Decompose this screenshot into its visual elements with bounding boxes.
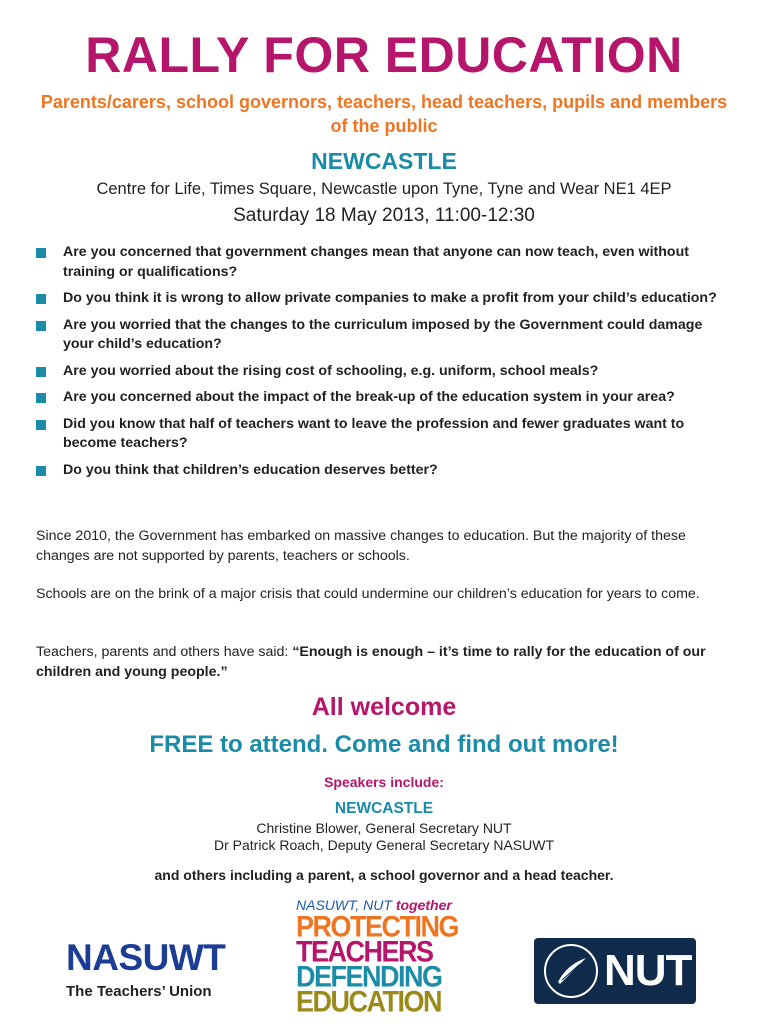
nasuwt-logo-tagline: The Teachers’ Union xyxy=(66,983,212,1000)
event-city: NEWCASTLE xyxy=(311,148,457,174)
list-item xyxy=(36,461,736,481)
speaker-item: Christine Blower, General Secretary NUT xyxy=(256,820,512,836)
audience-subtitle: Parents/carers, school governors, teachers, head teachers, pupils and members of the public xyxy=(40,92,728,136)
body-paragraph-changes: Since 2010, the Government has embarked on massive changes to education. But the majority of these changes are not supported by parents, teachers or schools. xyxy=(36,528,686,564)
speakers-city: NEWCASTLE xyxy=(334,800,434,817)
question-text: Do you think it is wrong to allow private companies to make a profit from your child’s education? xyxy=(63,290,717,306)
nasuwt-logo xyxy=(66,938,246,1008)
nasuwt-logo-brand: NASUWT xyxy=(66,937,226,978)
campaign-word-protecting: PROTECTING xyxy=(296,910,459,944)
question-text: Are you worried about the rising cost of schooling, e.g. uniform, school meals? xyxy=(63,362,599,379)
quote-intro: Teachers, parents and others have said: xyxy=(36,644,293,660)
question-text: Did you know that half of teachers want to leave the profession and fewer graduates want to become teachers? xyxy=(63,415,685,451)
nut-emblem-icon xyxy=(544,944,598,998)
campaign-logo-unions: NASUWT, NUT xyxy=(296,897,396,913)
square-bullet-icon xyxy=(36,367,46,377)
page-title: RALLY FOR EDUCATION xyxy=(85,27,683,83)
nut-logo-brand: NUT xyxy=(604,946,692,995)
list-item xyxy=(36,388,736,408)
campaign-word-teachers: TEACHERS xyxy=(296,935,433,969)
campaign-word-defending: DEFENDING xyxy=(296,960,442,994)
question-text: Are you concerned that government changes mean that anyone can now teach, even without training or qualifications? xyxy=(63,244,689,280)
square-bullet-icon xyxy=(36,321,46,331)
square-bullet-icon xyxy=(36,248,46,258)
campaign-logo-together: together xyxy=(395,897,452,913)
free-attend-heading: FREE to attend. Come and find out more! xyxy=(149,731,619,758)
list-item xyxy=(36,289,736,309)
nut-quill-icon xyxy=(546,946,596,996)
square-bullet-icon xyxy=(36,393,46,403)
welcome-heading: All welcome xyxy=(311,693,457,721)
nut-logo xyxy=(534,938,696,1004)
question-list xyxy=(36,243,736,487)
list-item xyxy=(36,415,736,454)
event-date: Saturday 18 May 2013, 11:00-12:30 xyxy=(233,205,535,226)
list-item xyxy=(36,362,736,382)
campaign-logo xyxy=(296,896,472,1024)
speakers-heading: Speakers include: xyxy=(324,774,444,790)
square-bullet-icon xyxy=(36,466,46,476)
list-item xyxy=(36,316,736,355)
square-bullet-icon xyxy=(36,420,46,430)
campaign-word-education: EDUCATION xyxy=(296,985,441,1019)
speaker-item: Dr Patrick Roach, Deputy General Secretary NASUWT xyxy=(214,837,554,853)
event-venue: Centre for Life, Times Square, Newcastle upon Tyne, Tyne and Wear NE1 4EP xyxy=(96,180,672,198)
list-item xyxy=(36,243,736,282)
quote-text: “Enough is enough – it’s time to rally for the education of our children and young people.” xyxy=(36,644,706,680)
other-speakers-note: and others including a parent, a school governor and a head teacher. xyxy=(154,867,614,883)
question-text: Do you think that children’s education deserves better? xyxy=(63,461,438,478)
body-paragraph-quote xyxy=(36,643,736,682)
square-bullet-icon xyxy=(36,294,46,304)
question-text: Are you concerned about the impact of the break-up of the education system in your area? xyxy=(63,389,675,405)
question-text: Are you worried that the changes to the curriculum imposed by the Government could damage your child’s education? xyxy=(63,316,703,352)
body-paragraph-crisis: Schools are on the brink of a major crisis that could undermine our children’s education for years to come. xyxy=(36,586,700,602)
